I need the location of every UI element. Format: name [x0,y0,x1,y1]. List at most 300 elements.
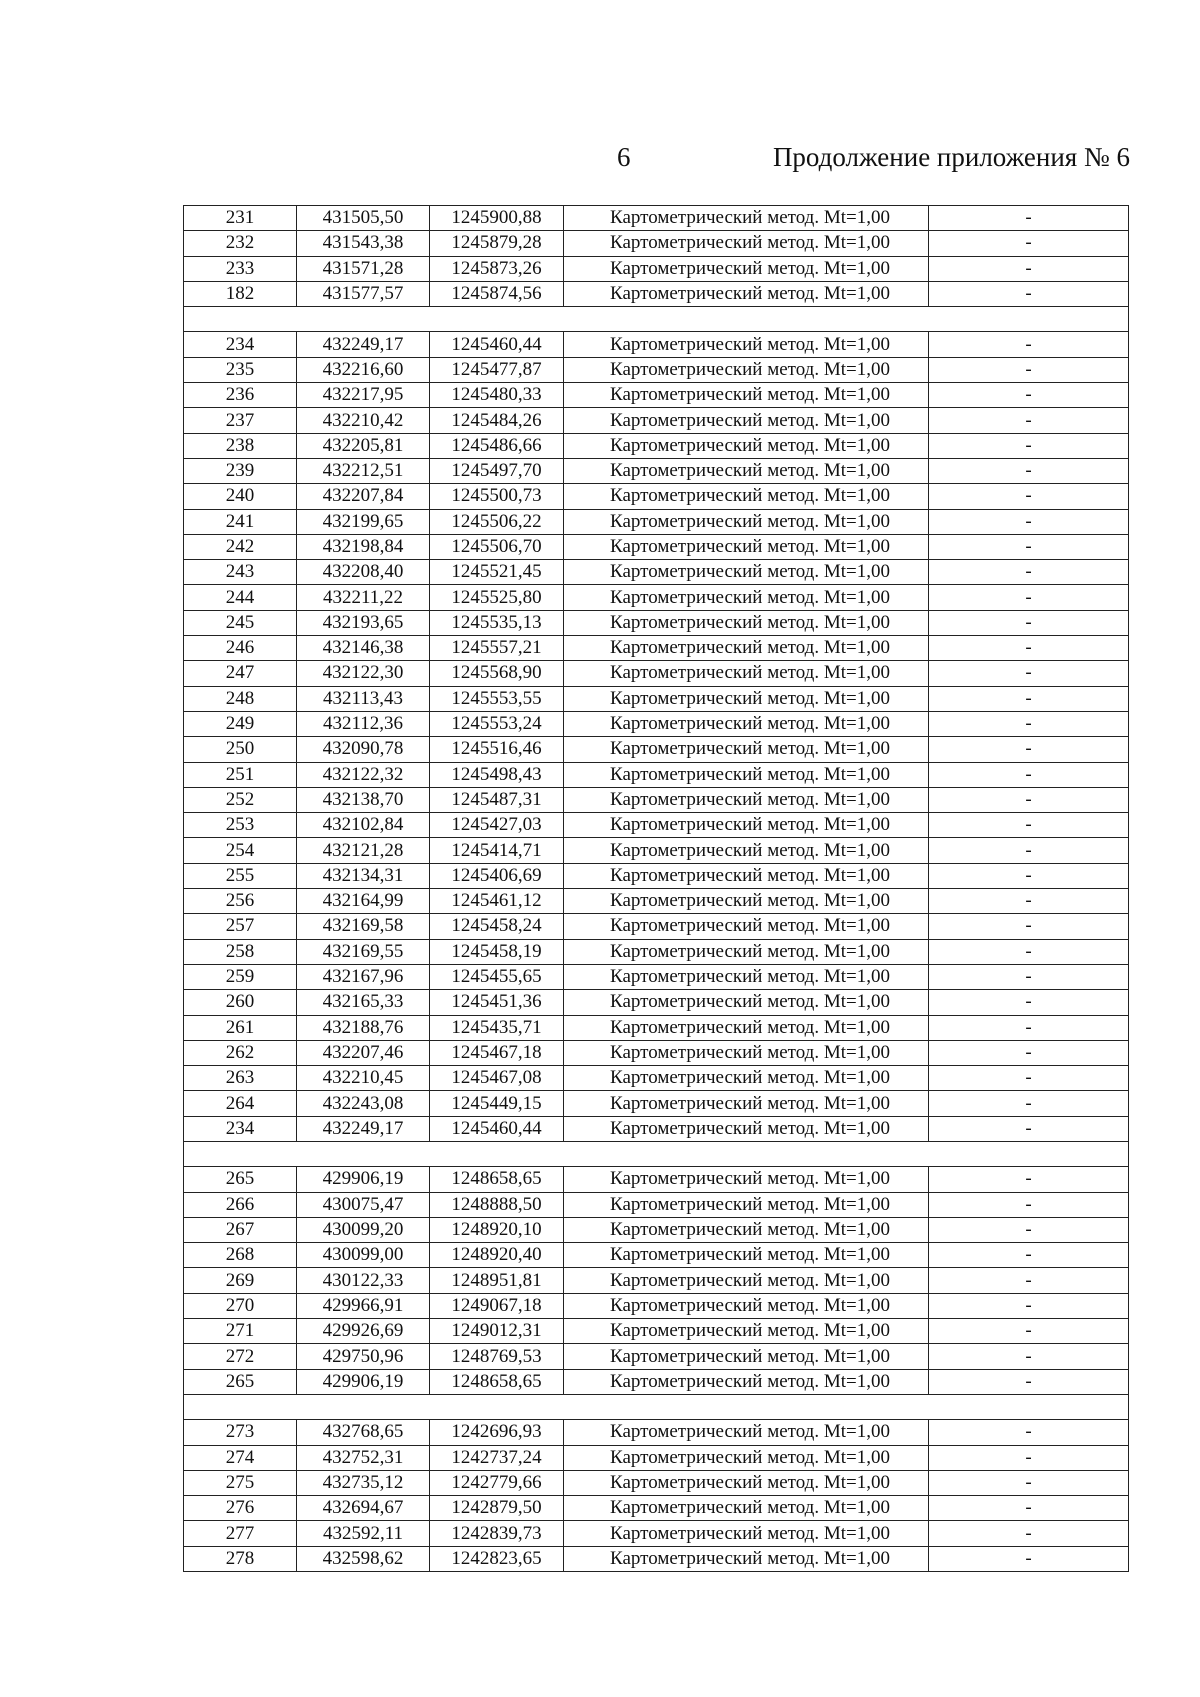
y-coordinate-cell: 1245506,70 [430,534,564,559]
point-number-cell: 271 [184,1319,297,1344]
note-cell: - [929,813,1129,838]
point-number-cell: 246 [184,636,297,661]
point-number-cell: 241 [184,509,297,534]
point-number-cell: 266 [184,1192,297,1217]
point-number-cell: 250 [184,737,297,762]
note-cell: - [929,1344,1129,1369]
table-row [184,1192,1129,1217]
point-number-cell: 259 [184,964,297,989]
x-coordinate-cell: 432752,31 [297,1445,430,1470]
y-coordinate-cell: 1245484,26 [430,408,564,433]
note-cell: - [929,206,1129,231]
method-cell: Картометрический метод. Mt=1,00 [564,585,929,610]
note-cell: - [929,610,1129,635]
note-cell: - [929,889,1129,914]
point-number-cell: 245 [184,610,297,635]
note-cell: - [929,256,1129,281]
note-cell: - [929,939,1129,964]
point-number-cell: 276 [184,1496,297,1521]
table-row [184,585,1129,610]
table-row [184,1344,1129,1369]
method-cell: Картометрический метод. Mt=1,00 [564,206,929,231]
y-coordinate-cell: 1242839,73 [430,1521,564,1546]
table-row [184,762,1129,787]
table-row [184,256,1129,281]
table-row [184,610,1129,635]
note-cell: - [929,1445,1129,1470]
x-coordinate-cell: 432113,43 [297,686,430,711]
table-row [184,1217,1129,1242]
x-coordinate-cell: 432122,30 [297,661,430,686]
note-cell: - [929,560,1129,585]
y-coordinate-cell: 1245535,13 [430,610,564,635]
y-coordinate-cell: 1245873,26 [430,256,564,281]
point-number-cell: 231 [184,206,297,231]
y-coordinate-cell: 1245521,45 [430,560,564,585]
method-cell: Картометрический метод. Mt=1,00 [564,256,929,281]
y-coordinate-cell: 1245477,87 [430,357,564,382]
table-row [184,231,1129,256]
point-number-cell: 237 [184,408,297,433]
x-coordinate-cell: 432205,81 [297,433,430,458]
point-number-cell: 256 [184,889,297,914]
note-cell: - [929,1040,1129,1065]
point-number-cell: 265 [184,1369,297,1394]
x-coordinate-cell: 432193,65 [297,610,430,635]
point-number-cell: 264 [184,1091,297,1116]
x-coordinate-cell: 432169,58 [297,914,430,939]
method-cell: Картометрический метод. Mt=1,00 [564,610,929,635]
table-row [184,560,1129,585]
note-cell: - [929,1319,1129,1344]
method-cell: Картометрический метод. Mt=1,00 [564,1369,929,1394]
y-coordinate-cell: 1245874,56 [430,281,564,306]
point-number-cell: 242 [184,534,297,559]
method-cell: Картометрический метод. Mt=1,00 [564,636,929,661]
table-row [184,1369,1129,1394]
point-number-cell: 257 [184,914,297,939]
table-row [184,332,1129,357]
x-coordinate-cell: 432210,45 [297,1066,430,1091]
x-coordinate-cell: 430122,33 [297,1268,430,1293]
x-coordinate-cell: 432188,76 [297,1015,430,1040]
point-number-cell: 267 [184,1217,297,1242]
x-coordinate-cell: 430099,20 [297,1217,430,1242]
point-number-cell: 240 [184,484,297,509]
table-row [184,889,1129,914]
note-cell: - [929,458,1129,483]
y-coordinate-cell: 1245480,33 [430,383,564,408]
note-cell: - [929,433,1129,458]
point-number-cell: 248 [184,686,297,711]
y-coordinate-cell: 1248658,65 [430,1167,564,1192]
x-coordinate-cell: 431571,28 [297,256,430,281]
note-cell: - [929,1496,1129,1521]
y-coordinate-cell: 1245900,88 [430,206,564,231]
table-row [184,1066,1129,1091]
method-cell: Картометрический метод. Mt=1,00 [564,1268,929,1293]
table-row [184,1243,1129,1268]
point-number-cell: 258 [184,939,297,964]
x-coordinate-cell: 431543,38 [297,231,430,256]
note-cell: - [929,838,1129,863]
method-cell: Картометрический метод. Mt=1,00 [564,408,929,433]
x-coordinate-cell: 432167,96 [297,964,430,989]
method-cell: Картометрический метод. Mt=1,00 [564,813,929,838]
x-coordinate-cell: 432211,22 [297,585,430,610]
group-separator-cell [184,1141,1129,1166]
table-row [184,939,1129,964]
note-cell: - [929,1470,1129,1495]
method-cell: Картометрический метод. Mt=1,00 [564,964,929,989]
group-separator-row [184,307,1129,332]
table-row [184,1420,1129,1445]
y-coordinate-cell: 1245427,03 [430,813,564,838]
x-coordinate-cell: 429750,96 [297,1344,430,1369]
note-cell: - [929,332,1129,357]
point-number-cell: 234 [184,1116,297,1141]
x-coordinate-cell: 429926,69 [297,1319,430,1344]
y-coordinate-cell: 1248920,40 [430,1243,564,1268]
y-coordinate-cell: 1245414,71 [430,838,564,863]
x-coordinate-cell: 432207,84 [297,484,430,509]
method-cell: Картометрический метод. Mt=1,00 [564,1293,929,1318]
table-row [184,1445,1129,1470]
method-cell: Картометрический метод. Mt=1,00 [564,1344,929,1369]
x-coordinate-cell: 432164,99 [297,889,430,914]
table-row [184,206,1129,231]
table-row [184,964,1129,989]
table-row [184,661,1129,686]
table-row [184,1167,1129,1192]
x-coordinate-cell: 432210,42 [297,408,430,433]
x-coordinate-cell: 432768,65 [297,1420,430,1445]
method-cell: Картометрический метод. Mt=1,00 [564,1546,929,1571]
table-row [184,383,1129,408]
point-number-cell: 253 [184,813,297,838]
table-row [184,1091,1129,1116]
table-row [184,1496,1129,1521]
note-cell: - [929,1116,1129,1141]
method-cell: Картометрический метод. Mt=1,00 [564,1445,929,1470]
point-number-cell: 273 [184,1420,297,1445]
y-coordinate-cell: 1245486,66 [430,433,564,458]
method-cell: Картометрический метод. Mt=1,00 [564,1420,929,1445]
method-cell: Картометрический метод. Mt=1,00 [564,762,929,787]
point-number-cell: 274 [184,1445,297,1470]
method-cell: Картометрический метод. Mt=1,00 [564,509,929,534]
point-number-cell: 270 [184,1293,297,1318]
method-cell: Картометрический метод. Mt=1,00 [564,484,929,509]
y-coordinate-cell: 1242737,24 [430,1445,564,1470]
note-cell: - [929,636,1129,661]
y-coordinate-cell: 1245568,90 [430,661,564,686]
point-number-cell: 252 [184,787,297,812]
group-separator-cell [184,1394,1129,1419]
note-cell: - [929,661,1129,686]
y-coordinate-cell: 1245879,28 [430,231,564,256]
y-coordinate-cell: 1245498,43 [430,762,564,787]
table-row [184,686,1129,711]
note-cell: - [929,863,1129,888]
y-coordinate-cell: 1248658,65 [430,1369,564,1394]
note-cell: - [929,1167,1129,1192]
method-cell: Картометрический метод. Mt=1,00 [564,1167,929,1192]
y-coordinate-cell: 1245467,18 [430,1040,564,1065]
method-cell: Картометрический метод. Mt=1,00 [564,1116,929,1141]
y-coordinate-cell: 1248951,81 [430,1268,564,1293]
table-row [184,1268,1129,1293]
point-number-cell: 243 [184,560,297,585]
table-row [184,990,1129,1015]
note-cell: - [929,1420,1129,1445]
x-coordinate-cell: 432592,11 [297,1521,430,1546]
method-cell: Картометрический метод. Mt=1,00 [564,357,929,382]
table-row [184,408,1129,433]
point-number-cell: 238 [184,433,297,458]
point-number-cell: 278 [184,1546,297,1571]
table-row [184,357,1129,382]
y-coordinate-cell: 1245553,55 [430,686,564,711]
point-number-cell: 277 [184,1521,297,1546]
method-cell: Картометрический метод. Mt=1,00 [564,231,929,256]
x-coordinate-cell: 432208,40 [297,560,430,585]
method-cell: Картометрический метод. Mt=1,00 [564,458,929,483]
note-cell: - [929,787,1129,812]
method-cell: Картометрический метод. Mt=1,00 [564,1521,929,1546]
table-row [184,1470,1129,1495]
point-number-cell: 263 [184,1066,297,1091]
y-coordinate-cell: 1245553,24 [430,711,564,736]
y-coordinate-cell: 1245461,12 [430,889,564,914]
method-cell: Картометрический метод. Mt=1,00 [564,939,929,964]
x-coordinate-cell: 432165,33 [297,990,430,1015]
x-coordinate-cell: 432138,70 [297,787,430,812]
note-cell: - [929,914,1129,939]
table-row [184,914,1129,939]
method-cell: Картометрический метод. Mt=1,00 [564,281,929,306]
method-cell: Картометрический метод. Mt=1,00 [564,1066,929,1091]
x-coordinate-cell: 430099,00 [297,1243,430,1268]
note-cell: - [929,737,1129,762]
x-coordinate-cell: 430075,47 [297,1192,430,1217]
x-coordinate-cell: 432112,36 [297,711,430,736]
x-coordinate-cell: 432090,78 [297,737,430,762]
point-number-cell: 234 [184,332,297,357]
x-coordinate-cell: 429906,19 [297,1369,430,1394]
method-cell: Картометрический метод. Mt=1,00 [564,1319,929,1344]
x-coordinate-cell: 429966,91 [297,1293,430,1318]
note-cell: - [929,990,1129,1015]
y-coordinate-cell: 1245516,46 [430,737,564,762]
point-number-cell: 249 [184,711,297,736]
y-coordinate-cell: 1242823,65 [430,1546,564,1571]
table-row [184,838,1129,863]
group-separator-row [184,1141,1129,1166]
y-coordinate-cell: 1245458,19 [430,939,564,964]
table-row [184,534,1129,559]
x-coordinate-cell: 429906,19 [297,1167,430,1192]
point-number-cell: 260 [184,990,297,1015]
point-number-cell: 232 [184,231,297,256]
note-cell: - [929,1546,1129,1571]
table-row [184,711,1129,736]
note-cell: - [929,1015,1129,1040]
y-coordinate-cell: 1245460,44 [430,332,564,357]
y-coordinate-cell: 1242879,50 [430,1496,564,1521]
method-cell: Картометрический метод. Mt=1,00 [564,1470,929,1495]
y-coordinate-cell: 1245458,24 [430,914,564,939]
x-coordinate-cell: 432122,32 [297,762,430,787]
point-number-cell: 251 [184,762,297,787]
x-coordinate-cell: 432249,17 [297,1116,430,1141]
note-cell: - [929,408,1129,433]
method-cell: Картометрический метод. Mt=1,00 [564,433,929,458]
table-row [184,281,1129,306]
page-caption: Продолжение приложения № 6 [772,142,1130,172]
method-cell: Картометрический метод. Mt=1,00 [564,686,929,711]
point-number-cell: 239 [184,458,297,483]
point-number-cell: 244 [184,585,297,610]
y-coordinate-cell: 1245497,70 [430,458,564,483]
y-coordinate-cell: 1245506,22 [430,509,564,534]
table-row [184,1546,1129,1571]
note-cell: - [929,509,1129,534]
point-number-cell: 265 [184,1167,297,1192]
method-cell: Картометрический метод. Mt=1,00 [564,737,929,762]
note-cell: - [929,1521,1129,1546]
x-coordinate-cell: 432694,67 [297,1496,430,1521]
point-number-cell: 255 [184,863,297,888]
x-coordinate-cell: 432243,08 [297,1091,430,1116]
table-row [184,509,1129,534]
note-cell: - [929,1217,1129,1242]
note-cell: - [929,686,1129,711]
y-coordinate-cell: 1242779,66 [430,1470,564,1495]
point-number-cell: 235 [184,357,297,382]
point-number-cell: 262 [184,1040,297,1065]
y-coordinate-cell: 1242696,93 [430,1420,564,1445]
note-cell: - [929,484,1129,509]
note-cell: - [929,1293,1129,1318]
method-cell: Картометрический метод. Mt=1,00 [564,534,929,559]
method-cell: Картометрический метод. Mt=1,00 [564,1217,929,1242]
table-row [184,737,1129,762]
x-coordinate-cell: 432198,84 [297,534,430,559]
y-coordinate-cell: 1248769,53 [430,1344,564,1369]
y-coordinate-cell: 1248888,50 [430,1192,564,1217]
table-row [184,1521,1129,1546]
note-cell: - [929,964,1129,989]
note-cell: - [929,1091,1129,1116]
table-row [184,458,1129,483]
note-cell: - [929,585,1129,610]
y-coordinate-cell: 1245487,31 [430,787,564,812]
note-cell: - [929,357,1129,382]
point-number-cell: 261 [184,1015,297,1040]
method-cell: Картометрический метод. Mt=1,00 [564,863,929,888]
note-cell: - [929,1369,1129,1394]
point-number-cell: 269 [184,1268,297,1293]
x-coordinate-cell: 432199,65 [297,509,430,534]
point-number-cell: 233 [184,256,297,281]
note-cell: - [929,1268,1129,1293]
note-cell: - [929,534,1129,559]
note-cell: - [929,281,1129,306]
coordinates-table [183,205,1129,1572]
x-coordinate-cell: 432735,12 [297,1470,430,1495]
x-coordinate-cell: 432249,17 [297,332,430,357]
table-row [184,813,1129,838]
method-cell: Картометрический метод. Mt=1,00 [564,990,929,1015]
x-coordinate-cell: 432212,51 [297,458,430,483]
y-coordinate-cell: 1245460,44 [430,1116,564,1141]
x-coordinate-cell: 432121,28 [297,838,430,863]
table-row [184,636,1129,661]
method-cell: Картометрический метод. Mt=1,00 [564,1496,929,1521]
y-coordinate-cell: 1249012,31 [430,1319,564,1344]
table-row [184,433,1129,458]
point-number-cell: 236 [184,383,297,408]
y-coordinate-cell: 1245525,80 [430,585,564,610]
x-coordinate-cell: 432598,62 [297,1546,430,1571]
y-coordinate-cell: 1245449,15 [430,1091,564,1116]
x-coordinate-cell: 432207,46 [297,1040,430,1065]
point-number-cell: 268 [184,1243,297,1268]
method-cell: Картометрический метод. Mt=1,00 [564,838,929,863]
page-number: 6 [617,142,631,172]
table-row [184,787,1129,812]
note-cell: - [929,1192,1129,1217]
y-coordinate-cell: 1245435,71 [430,1015,564,1040]
point-number-cell: 254 [184,838,297,863]
method-cell: Картометрический метод. Mt=1,00 [564,787,929,812]
y-coordinate-cell: 1245557,21 [430,636,564,661]
table-row [184,1015,1129,1040]
method-cell: Картометрический метод. Mt=1,00 [564,914,929,939]
note-cell: - [929,1066,1129,1091]
y-coordinate-cell: 1245455,65 [430,964,564,989]
x-coordinate-cell: 432169,55 [297,939,430,964]
y-coordinate-cell: 1245406,69 [430,863,564,888]
note-cell: - [929,711,1129,736]
method-cell: Картометрический метод. Mt=1,00 [564,711,929,736]
method-cell: Картометрический метод. Mt=1,00 [564,332,929,357]
method-cell: Картометрический метод. Mt=1,00 [564,661,929,686]
method-cell: Картометрический метод. Mt=1,00 [564,889,929,914]
x-coordinate-cell: 431577,57 [297,281,430,306]
table-row [184,1319,1129,1344]
y-coordinate-cell: 1248920,10 [430,1217,564,1242]
group-separator-row [184,1394,1129,1419]
method-cell: Картометрический метод. Mt=1,00 [564,1192,929,1217]
point-number-cell: 182 [184,281,297,306]
method-cell: Картометрический метод. Mt=1,00 [564,1243,929,1268]
table-row [184,1116,1129,1141]
group-separator-cell [184,307,1129,332]
coordinates-table-body [184,206,1129,1572]
table-row [184,863,1129,888]
method-cell: Картометрический метод. Mt=1,00 [564,1091,929,1116]
point-number-cell: 275 [184,1470,297,1495]
table-row [184,484,1129,509]
y-coordinate-cell: 1249067,18 [430,1293,564,1318]
x-coordinate-cell: 432217,95 [297,383,430,408]
y-coordinate-cell: 1245500,73 [430,484,564,509]
note-cell: - [929,383,1129,408]
note-cell: - [929,762,1129,787]
x-coordinate-cell: 431505,50 [297,206,430,231]
